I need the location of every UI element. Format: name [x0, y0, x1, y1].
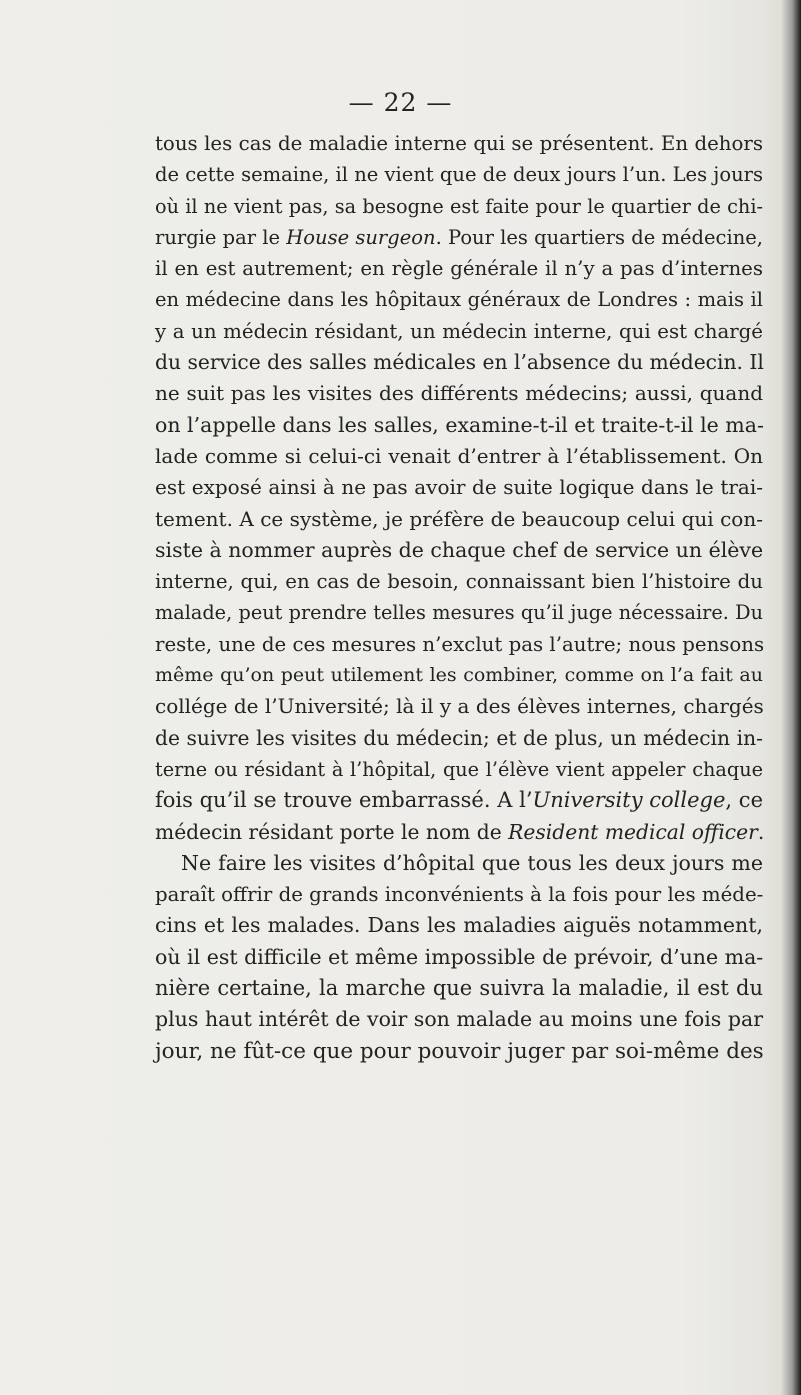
text-line: même qu’on peut utilement les combiner, comme on l’a fait au [155, 664, 763, 687]
text-line: il en est autrement; en règle générale il n’y a pas d’internes [155, 257, 763, 281]
text-segment: , ce [725, 788, 763, 813]
text-line: Ne faire les visites d’hôpital que tous les deux jours me [181, 850, 763, 875]
text-line: siste à nommer auprès de chaque chef de service un élève [155, 537, 764, 562]
text-line: cins et les malades. Dans les maladies aiguës notamment, [155, 913, 763, 938]
text-segment: fois qu’il se trouve embarrassé. A l’ [155, 788, 533, 813]
text-line: reste, une de ces mesures n’exclut pas l’autre; nous pensons [155, 632, 765, 656]
italic-term: University college [532, 788, 726, 813]
text-line: du service des salles médicales en l’absence du médecin. Il [155, 350, 764, 375]
text-line: est exposé ainsi à ne pas avoir de suite logique dans le trai- [155, 475, 763, 500]
text-line: où il est difficile et même impossible de prévoir, d’une ma- [155, 944, 764, 969]
text-line: paraît offrir de grands inconvénients à la fois pour les méde- [155, 883, 764, 907]
text-segment: . [757, 819, 765, 844]
text-line: interne, qui, en cas de besoin, connaissant bien l’histoire du [155, 570, 763, 594]
text-line: ne suit pas les visites des différents médecins; aussi, quand [155, 381, 763, 406]
text-line: terne ou résidant à l’hôpital, que l’élève vient appeler chaque [155, 757, 763, 781]
text-line: de cette semaine, il ne vient que de deux jours l’un. Les jours [155, 163, 763, 187]
text-segment: . Pour les quartiers de médecine, [435, 225, 764, 249]
page-number: — 22 — [348, 88, 453, 117]
text-line: tement. A ce système, je préfère de beaucoup celui qui con- [155, 506, 763, 531]
text-line: en médecine dans les hôpitaux généraux de Londres : mais il [155, 288, 763, 312]
text-line [155, 817, 763, 848]
text-line: où il ne vient pas, sa besogne est faite pour le quartier de chi- [155, 194, 763, 218]
body-text [155, 128, 763, 1067]
italic-term: Resident medical officer [508, 819, 758, 844]
text-segment: médecin résidant porte le nom de [155, 819, 509, 844]
text-line [155, 222, 763, 253]
text-line: tous les cas de maladie interne qui se présentent. En dehors [155, 132, 763, 155]
text-line: collége de l’Université; là il y a des élèves internes, chargés [155, 694, 764, 719]
text-line: malade, peut prendre telles mesures qu’il juge nécessaire. Du [155, 601, 763, 625]
text-line: lade comme si celui-ci venait d’entrer à l’établissement. On [155, 443, 763, 468]
text-line: y a un médecin résidant, un médecin interne, qui est chargé [155, 319, 763, 343]
text-line: plus haut intérêt de voir son malade au moins une fois par [155, 1007, 763, 1032]
text-line: jour, ne fût-ce que pour pouvoir juger par soi-même des [155, 1038, 764, 1064]
page-binding-edge [781, 0, 801, 1395]
text-line: nière certaine, la marche que suivra la maladie, il est du [155, 976, 763, 1001]
text-line: de suivre les visites du médecin; et de plus, un médecin in- [155, 725, 763, 750]
text-segment: rurgie par le [155, 225, 287, 249]
italic-term: House surgeon [286, 225, 436, 249]
text-line [155, 785, 763, 816]
text-line: on l’appelle dans les salles, examine-t-il et traite-t-il le ma- [155, 412, 764, 437]
